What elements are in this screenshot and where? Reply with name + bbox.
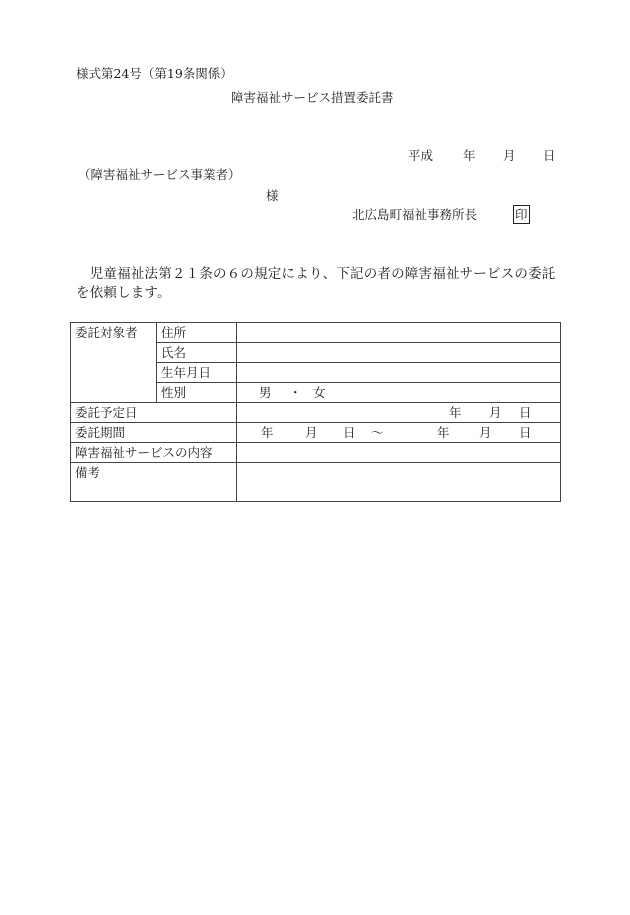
date-year-label: 年 [463,148,476,163]
address-field[interactable] [237,323,561,343]
period-start-month-label: 月 [305,425,318,440]
recipient-label: （障害福祉サービス事業者） [78,167,241,182]
issuer-name: 北広島町福祉事務所長 [352,207,478,222]
gender-label: 性別 [157,383,237,403]
period-start-year-label: 年 [261,425,274,440]
consignment-table [70,322,561,502]
address-label: 住所 [157,323,237,343]
table-row [71,423,561,443]
recipient-honorific: 様 [266,188,279,203]
period-range-tilde: ～ [371,425,384,440]
table-row [71,403,561,423]
period-label: 委託期間 [71,423,237,443]
table-row [71,323,561,343]
name-field[interactable] [237,343,561,363]
planned-year-label: 年 [449,405,462,420]
period-field[interactable] [237,423,561,443]
gender-female-option[interactable]: 女 [313,385,326,400]
remarks-field[interactable] [237,463,561,502]
gender-male-option[interactable]: 男 [259,385,272,400]
gender-field[interactable] [237,383,561,403]
table-row [71,463,561,502]
planned-date-field[interactable] [237,403,561,423]
remarks-label: 備考 [71,463,237,502]
planned-day-label: 日 [519,405,532,420]
planned-date-label: 委託予定日 [71,403,237,423]
period-end-year-label: 年 [437,425,450,440]
planned-month-label: 月 [489,405,502,420]
period-end-day-label: 日 [519,425,532,440]
period-start-day-label: 日 [343,425,356,440]
service-content-label: 障害福祉サービスの内容 [71,443,237,463]
date-month-label: 月 [503,148,516,163]
birthdate-field[interactable] [237,363,561,383]
period-end-month-label: 月 [479,425,492,440]
name-label: 氏名 [157,343,237,363]
service-content-field[interactable] [237,443,561,463]
document-title: 障害福祉サービス措置委託書 [231,90,394,105]
form-number: 様式第24号（第19条関係） [76,66,233,81]
body-paragraph: 児童福祉法第２１条の６の規定により、下記の者の障害福祉サービスの委託を依頼します。 [76,266,556,301]
subject-label: 委託対象者 [71,323,157,403]
date-era: 平成 [408,148,434,163]
date-day-label: 日 [543,148,556,163]
gender-separator: ・ [289,385,302,400]
table-row [71,443,561,463]
birthdate-label: 生年月日 [157,363,237,383]
seal-stamp: 印 [515,207,528,222]
